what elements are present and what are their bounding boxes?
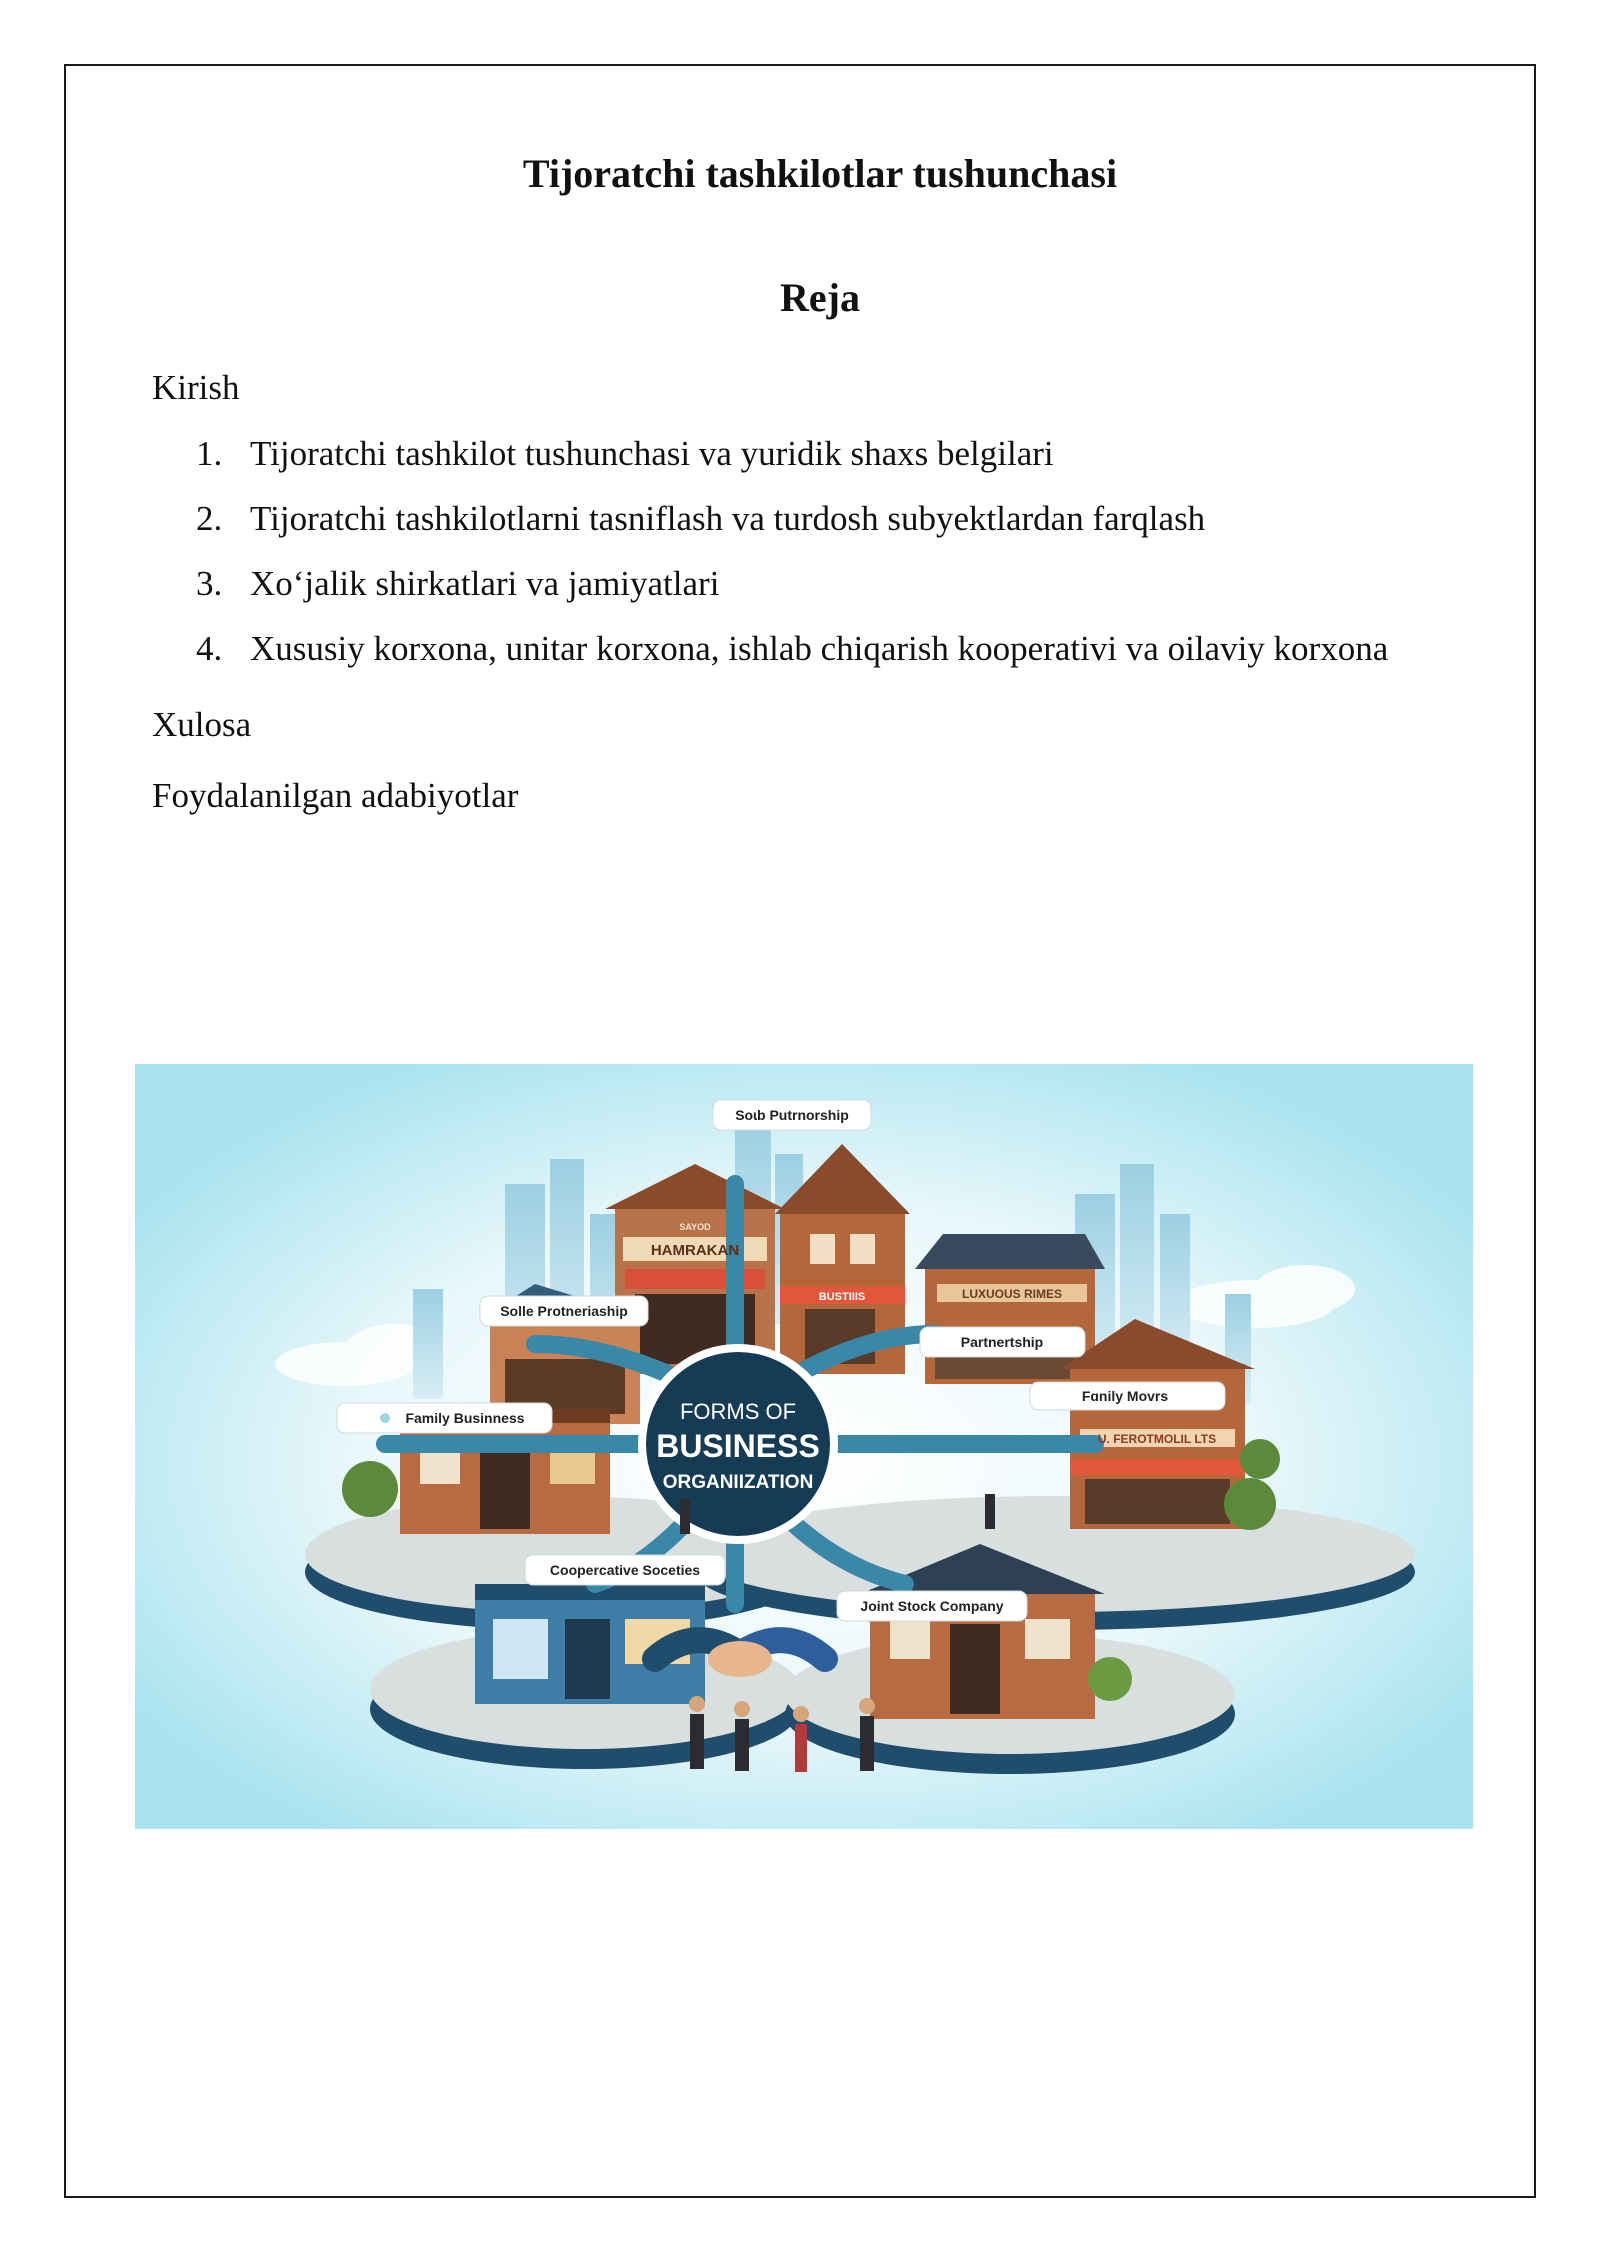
label-cooperative: Coopercative Soceties: [549, 1562, 701, 1578]
center-line-2: BUSINESS: [656, 1428, 820, 1464]
label-joint-stock: Joint Stock Company: [860, 1598, 1004, 1614]
plan-item-text: Tijoratchi tashkilotlarni tasniflash va turdosh subyektlardan farqlash: [250, 499, 1206, 538]
plan-item-text: Xususiy korxona, unitar korxona, ishlab chiqarish kooperativi va oilaviy korxona: [250, 629, 1389, 668]
center-line-1: FORMS OF: [679, 1399, 797, 1424]
sign-store: LUXUOUS RIMES: [961, 1287, 1063, 1301]
plan-item-number: 3.: [196, 564, 223, 603]
plan-item: [196, 562, 1388, 627]
label-top: Soɩb Putrnorship: [735, 1107, 849, 1123]
label-partnership: Partnertship: [960, 1334, 1044, 1350]
label-family-business: Family Businness: [405, 1410, 525, 1426]
label-family-movrs: Fɑnily Movrs: [1081, 1388, 1169, 1404]
sign-ltd: U. FEROTMOLIL LTS: [1097, 1432, 1217, 1446]
center-badge: [638, 1344, 838, 1544]
plan-item-text: Tijoratchi tashkilot tushunchasi va yuridik shaxs belgilari: [250, 434, 1054, 473]
business-forms-illustration: [135, 1064, 1473, 1829]
intro-line: Kirish: [152, 368, 240, 407]
references-line: Foydalanilgan adabiyotlar: [152, 776, 519, 815]
plan-list: [196, 432, 1388, 692]
plan-item: [196, 432, 1388, 497]
label-sole: Solle Protneriaship: [500, 1303, 628, 1319]
plan-item-number: 4.: [196, 629, 223, 668]
sign-shop-small: SAYOD: [679, 1222, 711, 1232]
plan-heading: Reja: [780, 275, 860, 320]
illustration-svg: [135, 1064, 1473, 1829]
plan-item: [196, 497, 1388, 562]
plan-item-number: 1.: [196, 434, 223, 473]
plan-item: [196, 627, 1388, 692]
plan-item-text: Xo‘jalik shirkatlari va jamiyatlari: [250, 564, 720, 603]
plan-item-number: 2.: [196, 499, 223, 538]
sign-bistro: BUSTIIIS: [818, 1291, 866, 1303]
conclusion-line: Xulosa: [152, 705, 252, 744]
sign-shop: HAMRAKAN: [650, 1242, 740, 1259]
document-title: Tijoratchi tashkilotlar tushunchasi: [522, 151, 1118, 196]
center-line-3: ORGANIIZATION: [662, 1472, 814, 1493]
